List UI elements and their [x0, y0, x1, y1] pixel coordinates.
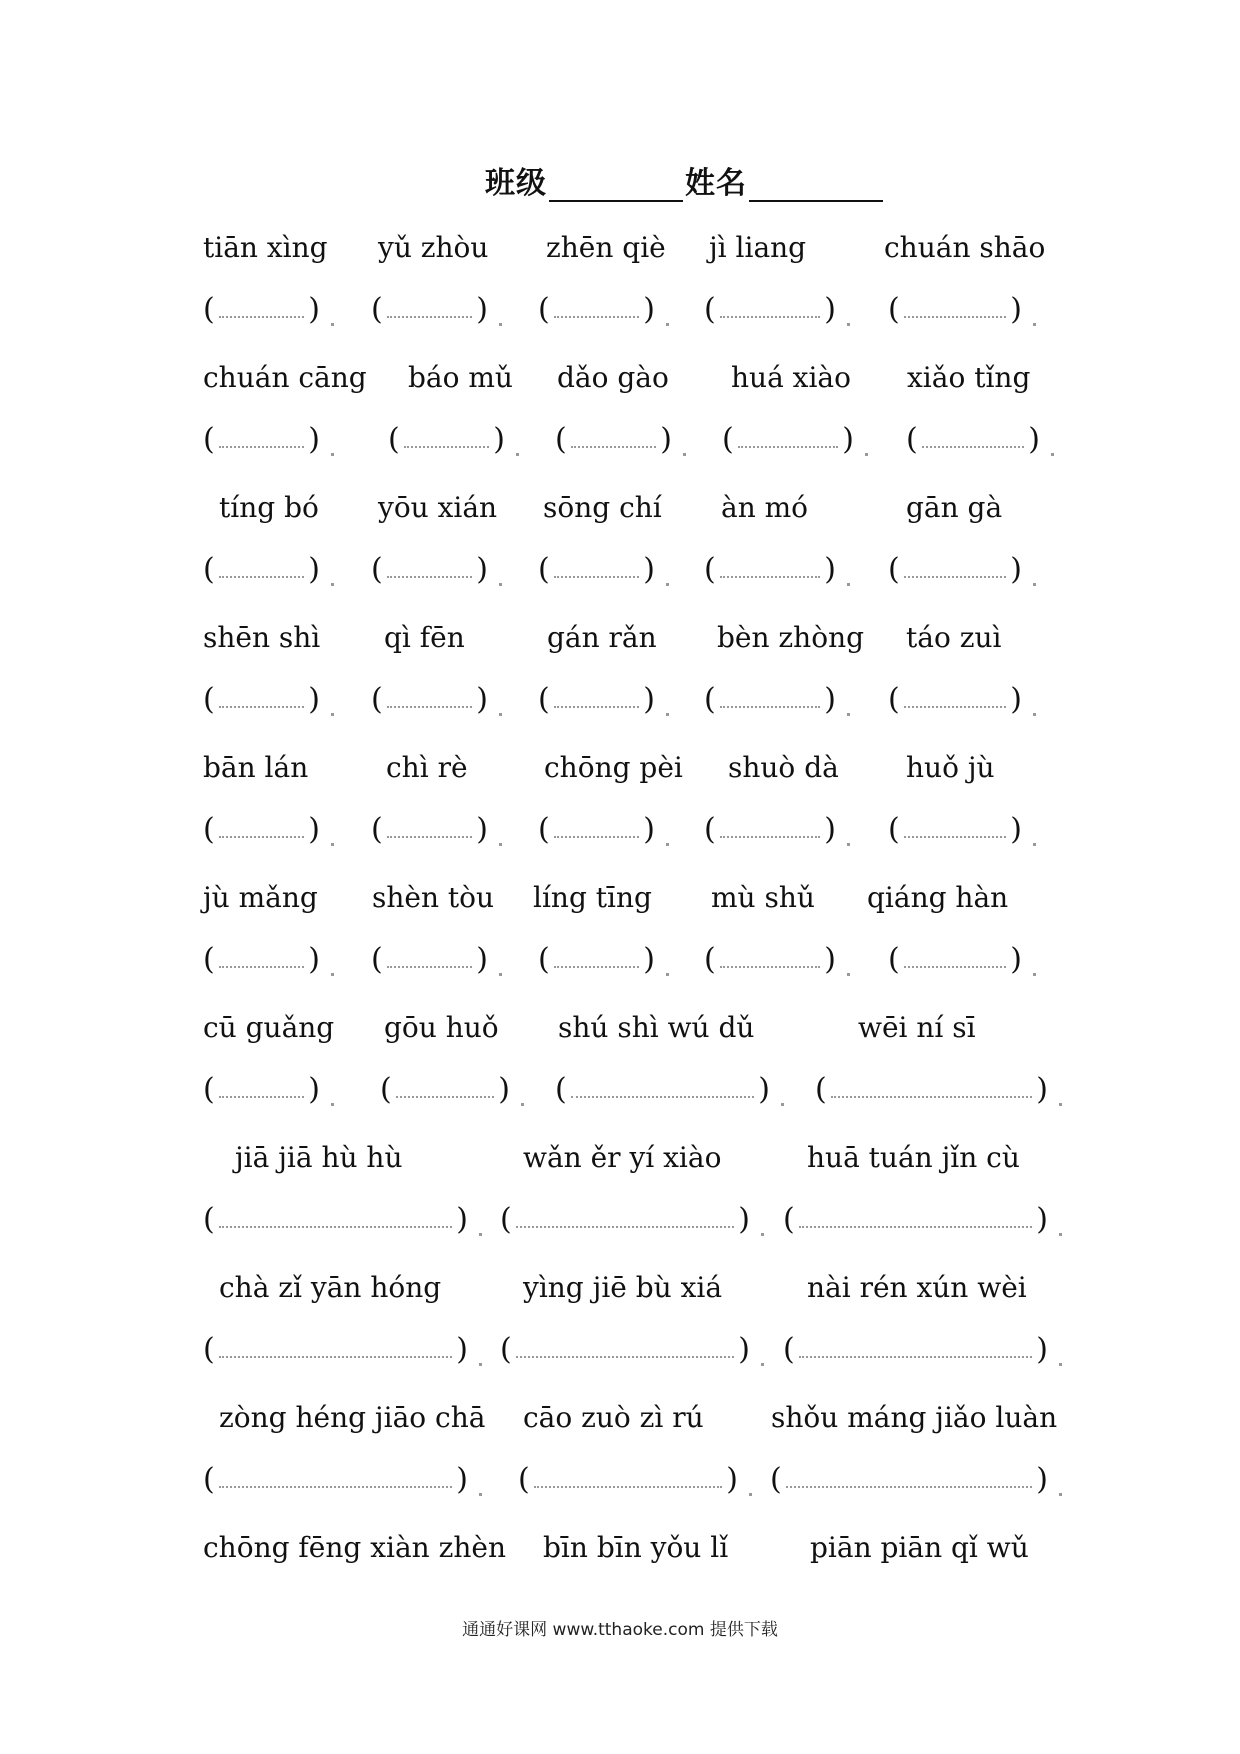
separator-dot	[521, 1103, 524, 1106]
left-paren: (	[770, 1462, 782, 1497]
pinyin-word: wǎn ěr yí xiào	[523, 1141, 722, 1174]
left-paren: (	[203, 1072, 215, 1107]
dotted-writing-line	[554, 692, 640, 708]
answer-blank[interactable]	[203, 680, 320, 720]
right-paren: )	[1010, 552, 1022, 587]
pinyin-word: shèn tòu	[372, 881, 495, 914]
pinyin-row	[0, 1268, 1240, 1308]
separator-dot	[499, 713, 502, 716]
pinyin-row	[0, 618, 1240, 658]
right-paren: )	[1010, 812, 1022, 847]
left-paren: (	[203, 1332, 215, 1367]
answer-blank[interactable]	[203, 550, 320, 590]
pinyin-word: wēi ní sī	[858, 1011, 976, 1044]
dotted-writing-line	[387, 952, 473, 968]
right-paren: )	[308, 292, 320, 327]
left-paren: (	[538, 812, 550, 847]
answer-row	[0, 290, 1240, 330]
answer-blank[interactable]	[203, 1460, 468, 1500]
answer-blank[interactable]	[888, 680, 1022, 720]
separator-dot	[749, 1493, 752, 1496]
dotted-writing-line	[534, 1472, 723, 1488]
pinyin-word: bān lán	[203, 751, 309, 784]
answer-row	[0, 1330, 1240, 1370]
answer-blank[interactable]	[203, 420, 320, 460]
pinyin-word: gán rǎn	[547, 621, 657, 654]
left-paren: (	[538, 942, 550, 977]
dotted-writing-line	[387, 562, 473, 578]
separator-dot	[1059, 1363, 1062, 1366]
left-paren: (	[906, 422, 918, 457]
dotted-writing-line	[219, 1472, 453, 1488]
pinyin-word: piān piān qǐ wǔ	[810, 1531, 1029, 1564]
pinyin-word: chōng fēng xiàn zhèn	[203, 1531, 506, 1564]
separator-dot	[666, 713, 669, 716]
dotted-writing-line	[571, 432, 657, 448]
right-paren: )	[308, 422, 320, 457]
dotted-writing-line	[219, 302, 305, 318]
separator-dot	[331, 843, 334, 846]
pinyin-word: chuán shāo	[884, 231, 1046, 264]
right-paren: )	[476, 942, 488, 977]
left-paren: (	[500, 1332, 512, 1367]
pinyin-word: táo zuì	[906, 621, 1002, 654]
pinyin-word: huǒ jù	[906, 751, 995, 784]
right-paren: )	[493, 422, 505, 457]
separator-dot	[847, 973, 850, 976]
separator-dot	[1051, 453, 1054, 456]
left-paren: (	[538, 682, 550, 717]
answer-blank[interactable]	[555, 1070, 770, 1110]
right-paren: )	[758, 1072, 770, 1107]
answer-blank[interactable]	[203, 290, 320, 330]
separator-dot	[479, 1493, 482, 1496]
separator-dot	[865, 453, 868, 456]
right-paren: )	[738, 1332, 750, 1367]
right-paren: )	[498, 1072, 510, 1107]
answer-blank[interactable]	[203, 1070, 320, 1110]
answer-blank[interactable]	[783, 1200, 1048, 1240]
pinyin-word: tiān xìng	[203, 231, 328, 264]
left-paren: (	[203, 942, 215, 977]
answer-blank[interactable]	[203, 1330, 468, 1370]
left-paren: (	[203, 1462, 215, 1497]
dotted-writing-line	[904, 952, 1007, 968]
pinyin-word: àn mó	[721, 491, 809, 524]
right-paren: )	[824, 292, 836, 327]
separator-dot	[666, 583, 669, 586]
left-paren: (	[815, 1072, 827, 1107]
pinyin-word: huā tuán jǐn cù	[807, 1141, 1020, 1174]
answer-row	[0, 1460, 1240, 1500]
separator-dot	[1033, 713, 1036, 716]
left-paren: (	[371, 292, 383, 327]
pinyin-word: chuán cāng	[203, 361, 367, 394]
pinyin-word: yǔ zhòu	[378, 231, 489, 264]
dotted-writing-line	[831, 1082, 1033, 1098]
left-paren: (	[888, 942, 900, 977]
right-paren: )	[308, 682, 320, 717]
right-paren: )	[476, 292, 488, 327]
separator-dot	[331, 583, 334, 586]
dotted-writing-line	[904, 822, 1007, 838]
pinyin-row	[0, 488, 1240, 528]
pinyin-word: huá xiào	[731, 361, 851, 394]
dotted-writing-line	[219, 1212, 453, 1228]
pinyin-word: bīn bīn yǒu lǐ	[543, 1531, 729, 1564]
pinyin-word: tíng bó	[219, 491, 319, 524]
pinyin-row	[0, 228, 1240, 268]
right-paren: )	[824, 812, 836, 847]
separator-dot	[683, 453, 686, 456]
answer-blank[interactable]	[704, 810, 836, 850]
pinyin-word: shēn shì	[203, 621, 321, 654]
dotted-writing-line	[396, 1082, 495, 1098]
answer-blank[interactable]	[783, 1330, 1048, 1370]
dotted-writing-line	[786, 1472, 1033, 1488]
pinyin-word: nài rén xún wèi	[807, 1271, 1027, 1304]
pinyin-row	[0, 1398, 1240, 1438]
separator-dot	[1033, 843, 1036, 846]
right-paren: )	[476, 812, 488, 847]
pinyin-word: báo mǔ	[408, 361, 513, 394]
name-blank[interactable]	[749, 162, 883, 202]
dotted-writing-line	[219, 432, 305, 448]
pinyin-word: yìng jiē bù xiá	[523, 1271, 723, 1304]
separator-dot	[1059, 1233, 1062, 1236]
pinyin-word: jù mǎng	[203, 881, 318, 914]
left-paren: (	[704, 942, 716, 977]
separator-dot	[1033, 323, 1036, 326]
dotted-writing-line	[387, 302, 473, 318]
right-paren: )	[308, 942, 320, 977]
answer-row	[0, 550, 1240, 590]
pinyin-word: jì liang	[709, 231, 807, 264]
pinyin-word: mù shǔ	[711, 881, 815, 914]
right-paren: )	[1010, 292, 1022, 327]
pinyin-word: shú shì wú dǔ	[558, 1011, 755, 1044]
pinyin-word: líng tīng	[533, 881, 652, 914]
answer-blank[interactable]	[555, 420, 672, 460]
pinyin-word: chōng pèi	[544, 751, 683, 784]
separator-dot	[479, 1363, 482, 1366]
right-paren: )	[308, 1072, 320, 1107]
dotted-writing-line	[720, 952, 821, 968]
left-paren: (	[783, 1202, 795, 1237]
answer-blank[interactable]	[500, 1330, 750, 1370]
answer-blank[interactable]	[538, 550, 655, 590]
separator-dot	[331, 1103, 334, 1106]
pinyin-word: yōu xián	[378, 491, 498, 524]
left-paren: (	[371, 552, 383, 587]
left-paren: (	[203, 1202, 215, 1237]
pinyin-word: xiǎo tǐng	[907, 361, 1031, 394]
dotted-writing-line	[516, 1342, 735, 1358]
pinyin-word: sōng chí	[543, 491, 662, 524]
pinyin-word: bèn zhòng	[717, 621, 865, 654]
answer-blank[interactable]	[371, 550, 488, 590]
dotted-writing-line	[219, 1082, 305, 1098]
answer-blank[interactable]	[380, 1070, 510, 1110]
pinyin-row	[0, 878, 1240, 918]
dotted-writing-line	[219, 1342, 453, 1358]
left-paren: (	[203, 812, 215, 847]
separator-dot	[331, 973, 334, 976]
answer-blank[interactable]	[888, 940, 1022, 980]
left-paren: (	[538, 552, 550, 587]
right-paren: )	[643, 682, 655, 717]
dotted-writing-line	[799, 1212, 1033, 1228]
left-paren: (	[704, 682, 716, 717]
left-paren: (	[555, 1072, 567, 1107]
dotted-writing-line	[387, 692, 473, 708]
dotted-writing-line	[720, 822, 821, 838]
dotted-writing-line	[219, 692, 305, 708]
right-paren: )	[738, 1202, 750, 1237]
dotted-writing-line	[516, 1212, 735, 1228]
answer-blank[interactable]	[704, 680, 836, 720]
left-paren: (	[371, 682, 383, 717]
separator-dot	[666, 323, 669, 326]
right-paren: )	[660, 422, 672, 457]
left-paren: (	[388, 422, 400, 457]
left-paren: (	[888, 682, 900, 717]
answer-blank[interactable]	[371, 940, 488, 980]
right-paren: )	[1036, 1332, 1048, 1367]
answer-blank[interactable]	[770, 1460, 1048, 1500]
answer-blank[interactable]	[704, 940, 836, 980]
dotted-writing-line	[720, 302, 821, 318]
separator-dot	[781, 1103, 784, 1106]
left-paren: (	[888, 812, 900, 847]
answer-blank[interactable]	[888, 810, 1022, 850]
separator-dot	[331, 323, 334, 326]
right-paren: )	[842, 422, 854, 457]
left-paren: (	[203, 552, 215, 587]
separator-dot	[666, 973, 669, 976]
separator-dot	[331, 713, 334, 716]
dotted-writing-line	[219, 952, 305, 968]
left-paren: (	[500, 1202, 512, 1237]
separator-dot	[479, 1233, 482, 1236]
separator-dot	[499, 973, 502, 976]
answer-blank[interactable]	[888, 550, 1022, 590]
class-blank[interactable]	[549, 162, 683, 202]
left-paren: (	[555, 422, 567, 457]
dotted-writing-line	[571, 1082, 755, 1098]
separator-dot	[761, 1363, 764, 1366]
dotted-writing-line	[720, 562, 821, 578]
dotted-writing-line	[904, 692, 1007, 708]
right-paren: )	[1036, 1202, 1048, 1237]
answer-blank[interactable]	[704, 290, 836, 330]
pinyin-word: zòng héng jiāo chā	[219, 1401, 486, 1434]
answer-row	[0, 940, 1240, 980]
right-paren: )	[824, 682, 836, 717]
answer-blank[interactable]	[203, 1200, 468, 1240]
right-paren: )	[1028, 422, 1040, 457]
answer-row	[0, 810, 1240, 850]
right-paren: )	[1010, 682, 1022, 717]
right-paren: )	[1010, 942, 1022, 977]
dotted-writing-line	[904, 562, 1007, 578]
separator-dot	[1033, 973, 1036, 976]
answer-blank[interactable]	[371, 680, 488, 720]
answer-blank[interactable]	[538, 940, 655, 980]
left-paren: (	[518, 1462, 530, 1497]
name-label: 姓名	[685, 166, 747, 201]
pinyin-word: cāo zuò zì rú	[523, 1401, 704, 1434]
answer-blank[interactable]	[815, 1070, 1048, 1110]
answer-row	[0, 1070, 1240, 1110]
right-paren: )	[476, 682, 488, 717]
pinyin-word: shǒu máng jiǎo luàn	[771, 1401, 1058, 1434]
separator-dot	[499, 583, 502, 586]
right-paren: )	[1036, 1462, 1048, 1497]
pinyin-row	[0, 358, 1240, 398]
answer-blank[interactable]	[704, 550, 836, 590]
pinyin-word: dǎo gào	[557, 361, 669, 394]
separator-dot	[1059, 1493, 1062, 1496]
answer-blank[interactable]	[538, 810, 655, 850]
dotted-writing-line	[387, 822, 473, 838]
right-paren: )	[824, 942, 836, 977]
left-paren: (	[783, 1332, 795, 1367]
answer-blank[interactable]	[538, 290, 655, 330]
answer-blank[interactable]	[518, 1460, 738, 1500]
dotted-writing-line	[404, 432, 490, 448]
answer-row	[0, 1200, 1240, 1240]
pinyin-row	[0, 1008, 1240, 1048]
answer-blank[interactable]	[722, 420, 854, 460]
separator-dot	[499, 323, 502, 326]
left-paren: (	[704, 812, 716, 847]
right-paren: )	[308, 552, 320, 587]
answer-blank[interactable]	[888, 290, 1022, 330]
separator-dot	[761, 1233, 764, 1236]
footer-credit: 通通好课网 www.tthaoke.com 提供下载	[462, 1620, 778, 1640]
dotted-writing-line	[738, 432, 839, 448]
dotted-writing-line	[219, 562, 305, 578]
pinyin-word: shuò dà	[728, 751, 839, 784]
right-paren: )	[726, 1462, 738, 1497]
dotted-writing-line	[554, 562, 640, 578]
left-paren: (	[888, 552, 900, 587]
answer-row	[0, 420, 1240, 460]
dotted-writing-line	[219, 822, 305, 838]
right-paren: )	[824, 552, 836, 587]
dotted-writing-line	[799, 1342, 1033, 1358]
left-paren: (	[704, 292, 716, 327]
pinyin-word: cū guǎng	[203, 1011, 335, 1044]
separator-dot	[847, 713, 850, 716]
pinyin-word: qiáng hàn	[867, 881, 1009, 914]
pinyin-word: chì rè	[386, 751, 468, 784]
answer-blank[interactable]	[203, 810, 320, 850]
right-paren: )	[643, 942, 655, 977]
left-paren: (	[371, 812, 383, 847]
dotted-writing-line	[922, 432, 1025, 448]
separator-dot	[847, 843, 850, 846]
pinyin-word: gān gà	[906, 491, 1003, 524]
left-paren: (	[538, 292, 550, 327]
answer-blank[interactable]	[388, 420, 505, 460]
left-paren: (	[704, 552, 716, 587]
dotted-writing-line	[720, 692, 821, 708]
dotted-writing-line	[554, 952, 640, 968]
right-paren: )	[643, 292, 655, 327]
left-paren: (	[371, 942, 383, 977]
dotted-writing-line	[904, 302, 1007, 318]
left-paren: (	[203, 422, 215, 457]
right-paren: )	[643, 812, 655, 847]
separator-dot	[666, 843, 669, 846]
right-paren: )	[476, 552, 488, 587]
dotted-writing-line	[554, 302, 640, 318]
right-paren: )	[456, 1332, 468, 1367]
answer-blank[interactable]	[538, 680, 655, 720]
answer-row	[0, 680, 1240, 720]
right-paren: )	[643, 552, 655, 587]
dotted-writing-line	[554, 822, 640, 838]
right-paren: )	[308, 812, 320, 847]
pinyin-word: zhēn qiè	[546, 231, 666, 264]
right-paren: )	[456, 1202, 468, 1237]
separator-dot	[331, 453, 334, 456]
answer-blank[interactable]	[203, 940, 320, 980]
answer-blank[interactable]	[906, 420, 1040, 460]
left-paren: (	[888, 292, 900, 327]
pinyin-row	[0, 1528, 1240, 1568]
separator-dot	[516, 453, 519, 456]
separator-dot	[1033, 583, 1036, 586]
answer-blank[interactable]	[371, 810, 488, 850]
pinyin-word: gōu huǒ	[384, 1011, 499, 1044]
pinyin-row	[0, 748, 1240, 788]
separator-dot	[847, 323, 850, 326]
left-paren: (	[203, 292, 215, 327]
answer-blank[interactable]	[500, 1200, 750, 1240]
separator-dot	[499, 843, 502, 846]
left-paren: (	[203, 682, 215, 717]
left-paren: (	[380, 1072, 392, 1107]
pinyin-word: jiā jiā hù hù	[235, 1141, 403, 1174]
left-paren: (	[722, 422, 734, 457]
separator-dot	[847, 583, 850, 586]
answer-blank[interactable]	[371, 290, 488, 330]
right-paren: )	[1036, 1072, 1048, 1107]
right-paren: )	[456, 1462, 468, 1497]
class-label: 班级	[485, 166, 547, 201]
pinyin-row	[0, 1138, 1240, 1178]
pinyin-word: chà zǐ yān hóng	[219, 1271, 442, 1304]
separator-dot	[1059, 1103, 1062, 1106]
pinyin-word: qì fēn	[384, 621, 465, 654]
worksheet-header	[485, 158, 885, 202]
